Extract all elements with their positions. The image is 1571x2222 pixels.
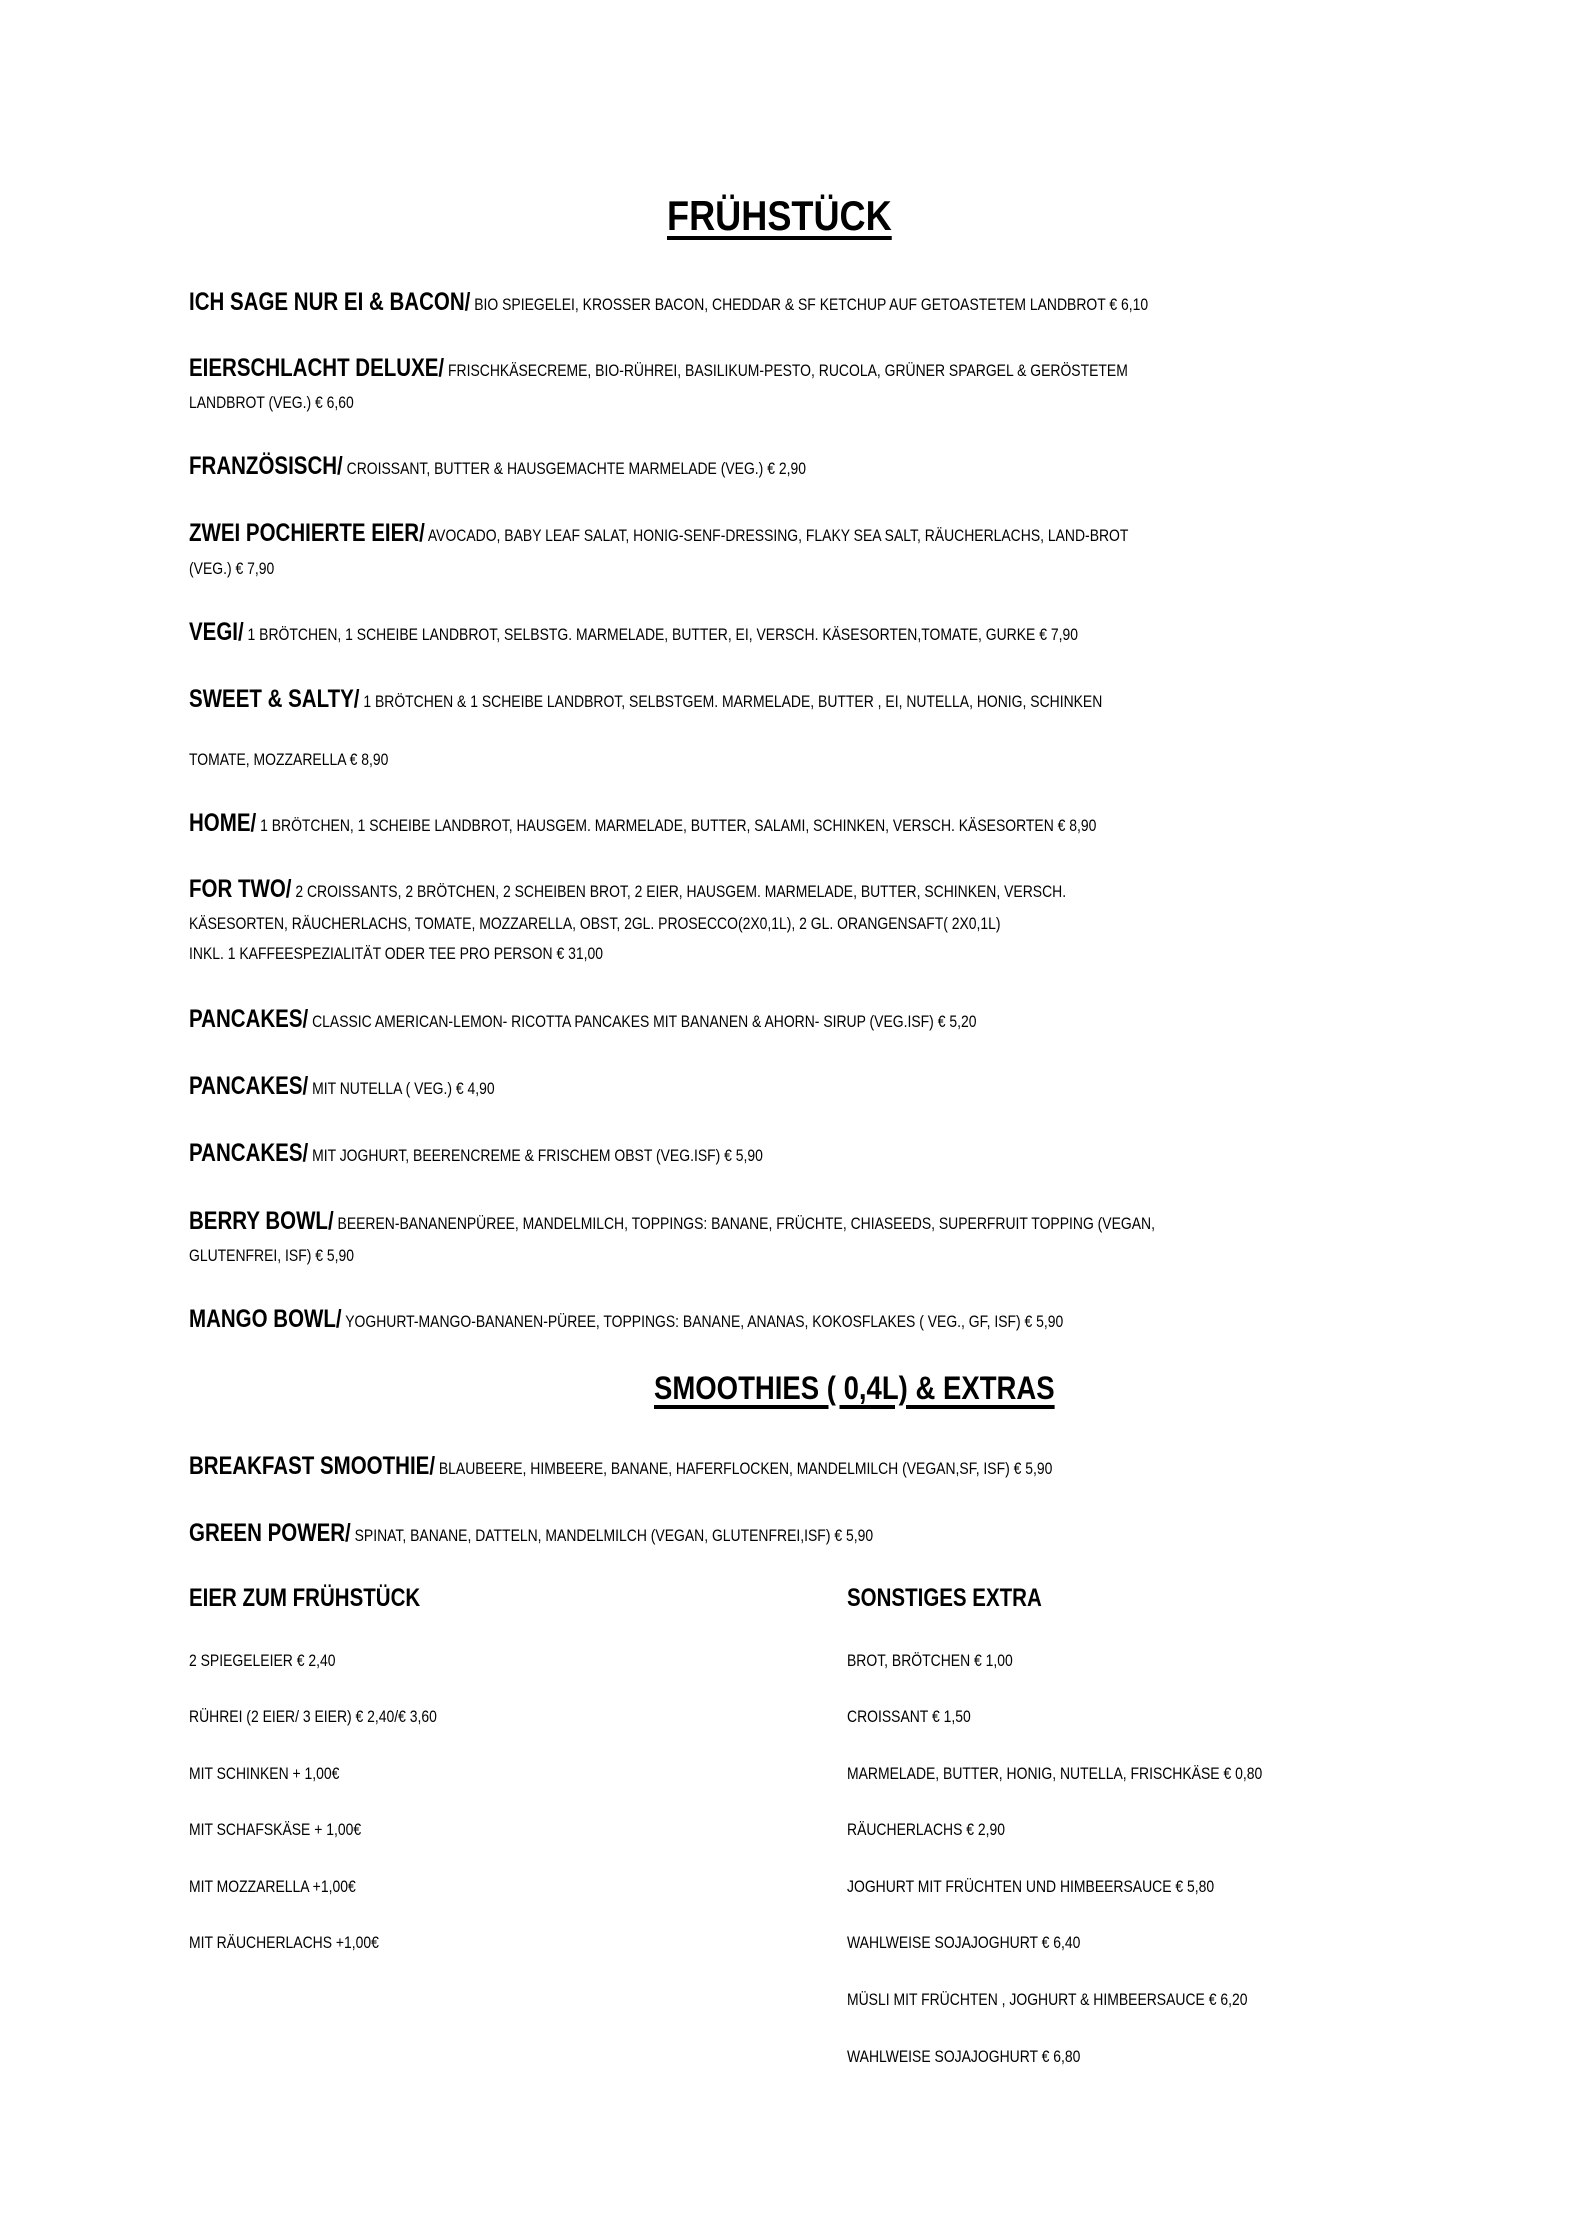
extra-item: RÄUCHERLACHS € 2,90 xyxy=(847,1820,1006,1839)
item-name: BREAKFAST SMOOTHIE/ xyxy=(189,1452,436,1480)
item-name: FRANZÖSISCH/ xyxy=(189,452,343,480)
item-description-cont: (VEG.) € 7,90 xyxy=(189,559,275,578)
item-description: BIO SPIEGELEI, KROSSER BACON, CHEDDAR & SF KETCHUP AUF GETOASTETEM LANDBROT € 6,10 xyxy=(470,295,1149,314)
item-name: PANCAKES/ xyxy=(189,1139,309,1167)
page-title: FRÜHSTÜCK xyxy=(667,192,892,239)
item-name: ICH SAGE NUR EI & BACON/ xyxy=(189,288,471,316)
menu-item xyxy=(189,1072,495,1101)
item-description-cont: GLUTENFREI, ISF) € 5,90 xyxy=(189,1246,355,1265)
menu-item xyxy=(189,1519,873,1548)
menu-item xyxy=(189,1207,1155,1236)
item-description-cont: INKL. 1 KAFFEESPEZIALITÄT ODER TEE PRO PERSON € 31,00 xyxy=(189,944,603,963)
extra-item: MARMELADE, BUTTER, HONIG, NUTELLA, FRISCHKÄSE € 0,80 xyxy=(847,1764,1263,1783)
egg-item: MIT SCHINKEN + 1,00€ xyxy=(189,1764,340,1783)
item-description: YOGHURT-MANGO-BANANEN-PÜREE, TOPPINGS: BANANE, ANANAS, KOKOSFLAKES ( VEG., GF, ISF) € 5,90 xyxy=(341,1312,1064,1331)
extra-item: BROT, BRÖTCHEN € 1,00 xyxy=(847,1651,1013,1670)
item-description: 1 BRÖTCHEN, 1 SCHEIBE LANDBROT, SELBSTG. MARMELADE, BUTTER, EI, VERSCH. KÄSESORTEN,TOMATE, GURKE € 7,90 xyxy=(243,625,1078,644)
item-description: SPINAT, BANANE, DATTELN, MANDELMILCH (VEGAN, GLUTENFREI,ISF) € 5,90 xyxy=(350,1526,874,1545)
item-name: GREEN POWER/ xyxy=(189,1519,351,1547)
menu-item xyxy=(189,452,806,481)
item-name: ZWEI POCHIERTE EIER/ xyxy=(189,519,425,547)
extra-item: WAHLWEISE SOJAJOGHURT € 6,80 xyxy=(847,2047,1081,2066)
item-description: BEEREN-BANANENPÜREE, MANDELMILCH, TOPPINGS: BANANE, FRÜCHTE, CHIASEEDS, SUPERFRUIT TOPPING (VEGAN, xyxy=(333,1214,1155,1233)
item-description: FRISCHKÄSECREME, BIO-RÜHREI, BASILIKUM-PESTO, RUCOLA, GRÜNER SPARGEL & GERÖSTETEM xyxy=(444,361,1128,380)
item-description: MIT NUTELLA ( VEG.) € 4,90 xyxy=(308,1079,495,1098)
item-description: 1 BRÖTCHEN, 1 SCHEIBE LANDBROT, HAUSGEM. MARMELADE, BUTTER, SALAMI, SCHINKEN, VERSCH. KÄSESORTEN € 8,90 xyxy=(256,816,1097,835)
section-title-smoothies: SMOOTHIES ( 0,4L) & EXTRAS xyxy=(654,1370,1055,1406)
item-name: SWEET & SALTY/ xyxy=(189,685,360,713)
item-description: CROISSANT, BUTTER & HAUSGEMACHTE MARMELADE (VEG.) € 2,90 xyxy=(342,459,806,478)
menu-item xyxy=(189,685,1102,714)
item-name: EIERSCHLACHT DELUXE/ xyxy=(189,354,445,382)
extra-item: MÜSLI MIT FRÜCHTEN , JOGHURT & HIMBEERSAUCE € 6,20 xyxy=(847,1990,1248,2009)
item-description: 2 CROISSANTS, 2 BRÖTCHEN, 2 SCHEIBEN BROT, 2 EIER, HAUSGEM. MARMELADE, BUTTER, SCHINKEN, VERSCH. xyxy=(291,882,1067,901)
item-description-cont: KÄSESORTEN, RÄUCHERLACHS, TOMATE, MOZZARELLA, OBST, 2GL. PROSECCO(2X0,1L), 2 GL. ORANGENSAFT( 2X0,1L) xyxy=(189,914,1001,933)
item-name: VEGI/ xyxy=(189,618,244,646)
item-name: PANCAKES/ xyxy=(189,1005,309,1033)
item-description: 1 BRÖTCHEN & 1 SCHEIBE LANDBROT, SELBSTGEM. MARMELADE, BUTTER , EI, NUTELLA, HONIG, SCHINKEN xyxy=(359,692,1103,711)
item-description: BLAUBEERE, HIMBEERE, BANANE, HAFERFLOCKEN, MANDELMILCH (VEGAN,SF, ISF) € 5,90 xyxy=(435,1459,1053,1478)
extras-heading: SONSTIGES EXTRA xyxy=(847,1584,1042,1612)
menu-item xyxy=(189,288,1148,317)
menu-item xyxy=(189,875,1066,904)
extra-item: CROISSANT € 1,50 xyxy=(847,1707,971,1726)
item-description: MIT JOGHURT, BEERENCREME & FRISCHEM OBST (VEG.ISF) € 5,90 xyxy=(308,1146,763,1165)
menu-item xyxy=(189,618,1078,647)
menu-item xyxy=(189,809,1096,838)
menu-item xyxy=(189,1005,976,1034)
menu-item xyxy=(189,519,1128,548)
menu-item xyxy=(189,1139,763,1168)
egg-item: MIT RÄUCHERLACHS +1,00€ xyxy=(189,1933,379,1952)
extra-item: WAHLWEISE SOJAJOGHURT € 6,40 xyxy=(847,1933,1081,1952)
eggs-heading: EIER ZUM FRÜHSTÜCK xyxy=(189,1584,421,1612)
egg-item: RÜHREI (2 EIER/ 3 EIER) € 2,40/€ 3,60 xyxy=(189,1707,437,1726)
item-description: AVOCADO, BABY LEAF SALAT, HONIG-SENF-DRESSING, FLAKY SEA SALT, RÄUCHERLACHS, LAND-BROT xyxy=(424,526,1129,545)
item-description-cont: TOMATE, MOZZARELLA € 8,90 xyxy=(189,750,389,769)
egg-item: MIT MOZZARELLA +1,00€ xyxy=(189,1877,356,1896)
extra-item: JOGHURT MIT FRÜCHTEN UND HIMBEERSAUCE € 5,80 xyxy=(847,1877,1215,1896)
item-description-cont: LANDBROT (VEG.) € 6,60 xyxy=(189,393,354,412)
menu-item xyxy=(189,1305,1063,1334)
item-name: PANCAKES/ xyxy=(189,1072,309,1100)
item-name: BERRY BOWL/ xyxy=(189,1207,334,1235)
item-name: MANGO BOWL/ xyxy=(189,1305,342,1333)
item-description: CLASSIC AMERICAN-LEMON- RICOTTA PANCAKES MIT BANANEN & AHORN- SIRUP (VEG.ISF) € 5,20 xyxy=(308,1012,977,1031)
egg-item: 2 SPIEGELEIER € 2,40 xyxy=(189,1651,336,1670)
menu-item xyxy=(189,354,1128,383)
menu-item xyxy=(189,1452,1052,1481)
egg-item: MIT SCHAFSKÄSE + 1,00€ xyxy=(189,1820,362,1839)
item-name: HOME/ xyxy=(189,809,257,837)
item-name: FOR TWO/ xyxy=(189,875,292,903)
